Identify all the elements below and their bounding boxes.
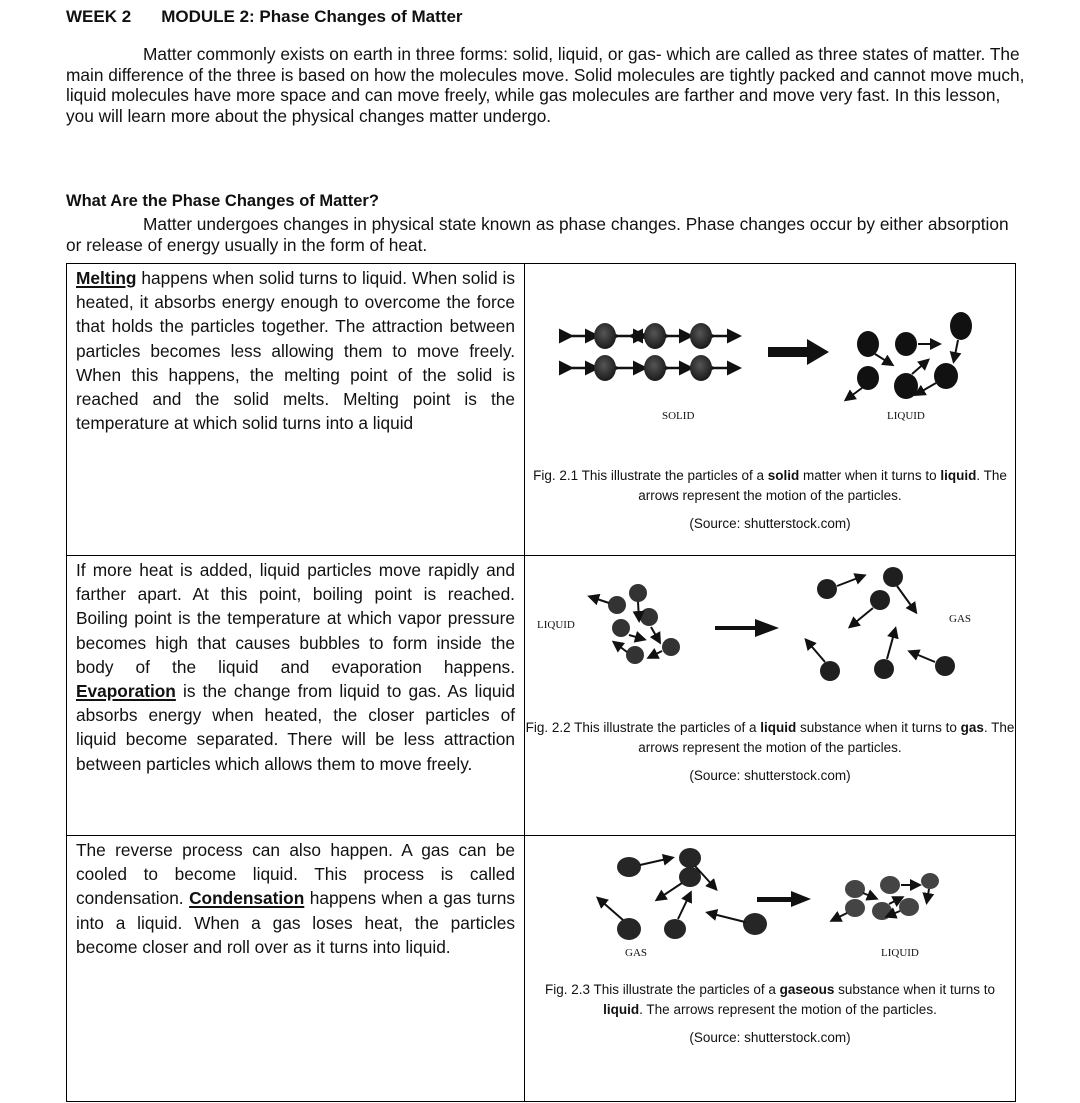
solid-to-liquid-diagram (525, 264, 1015, 444)
figure-2-3 (525, 836, 1016, 1102)
label-liquid: LIQUID (887, 410, 925, 422)
intro-paragraph: Matter commonly exists on earth in three forms: solid, liquid, or gas- which are called as three states of matter. The main difference of the three is based on how the molecules move. Solid molecules are tightly packed and cannot move much, liquid molecules have more space and can move freely, while gas molecules are farther and move very fast. In this lesson, you will learn more about the physical changes matter undergo. (66, 44, 1025, 126)
page-title (66, 7, 463, 27)
week-label: WEEK 2 (66, 7, 132, 26)
label-solid: SOLID (662, 410, 695, 422)
transition-arrow-icon (768, 339, 829, 365)
table-row-condensation (67, 836, 1016, 1102)
condensation-description: The reverse process can also happen. A gas can be cooled to become liquid. This process is called condensation. Condensation happens when a gas turns into a liquid. When a gas loses heat, the particles become closer and roll over as it turns into liquid. (67, 836, 525, 1102)
figure-caption: Fig. 2.2 This illustrate the particles of a liquid substance when it turns to gas. The arrows represent the motion of the particles. (525, 720, 1015, 755)
section-paragraph: Matter undergoes changes in physical state known as phase changes. Phase changes occur by either absorption or release of energy usually in the form of heat. (66, 214, 1009, 255)
liquid-to-gas-diagram (525, 556, 1015, 696)
melting-description: Melting happens when solid turns to liquid. When solid is heated, it absorbs energy enough to overcome the force that holds the particles together. The attraction between particles becomes less allowing them to move freely. When this happens, the melting point of the solid is reached and the solid melts. Melting point is the temperature at which solid turns into a liquid (67, 264, 525, 556)
table-row-melting (67, 264, 1016, 556)
phase-change-table (66, 263, 1016, 1102)
table-row-evaporation (67, 556, 1016, 836)
figure-caption: Fig. 2.1 This illustrate the particles of a solid matter when it turns to liquid. The arrows represent the motion of the particles. (533, 468, 1007, 503)
label-liquid: LIQUID (537, 619, 575, 631)
transition-arrow-icon (757, 891, 811, 907)
figure-2-2 (525, 556, 1016, 836)
module-title: MODULE 2: Phase Changes of Matter (161, 7, 463, 26)
term-melting: Melting (76, 268, 137, 288)
figure-caption: Fig. 2.3 This illustrate the particles of a gaseous substance when it turns to liquid. The arrows represent the motion of the particles. (545, 982, 995, 1017)
label-liquid: LIQUID (881, 947, 919, 959)
label-gas: GAS (949, 613, 972, 625)
evaporation-description: If more heat is added, liquid particles move rapidly and farther apart. At this point, boiling point is reached. Boiling point is the temperature at which vapor pressure becomes high that causes bubbles to form inside the body of the liquid and evaporation happens. Evaporation is the change from liquid to gas. As liquid absorbs energy when heated, the closer particles of liquid become separated. There will be less attraction between particles which allows them to move freely. (67, 556, 525, 836)
term-condensation: Condensation (189, 888, 305, 909)
section-heading: What Are the Phase Changes of Matter? (66, 192, 379, 210)
term-evaporation: Evaporation (76, 681, 176, 702)
label-gas: GAS (625, 947, 648, 959)
gas-to-liquid-diagram (525, 836, 1015, 966)
figure-source: (Source: shutterstock.com) (689, 768, 851, 783)
figure-source: (Source: shutterstock.com) (689, 516, 851, 531)
figure-source: (Source: shutterstock.com) (689, 1030, 851, 1045)
transition-arrow-icon (715, 619, 779, 637)
figure-2-1 (525, 264, 1016, 556)
